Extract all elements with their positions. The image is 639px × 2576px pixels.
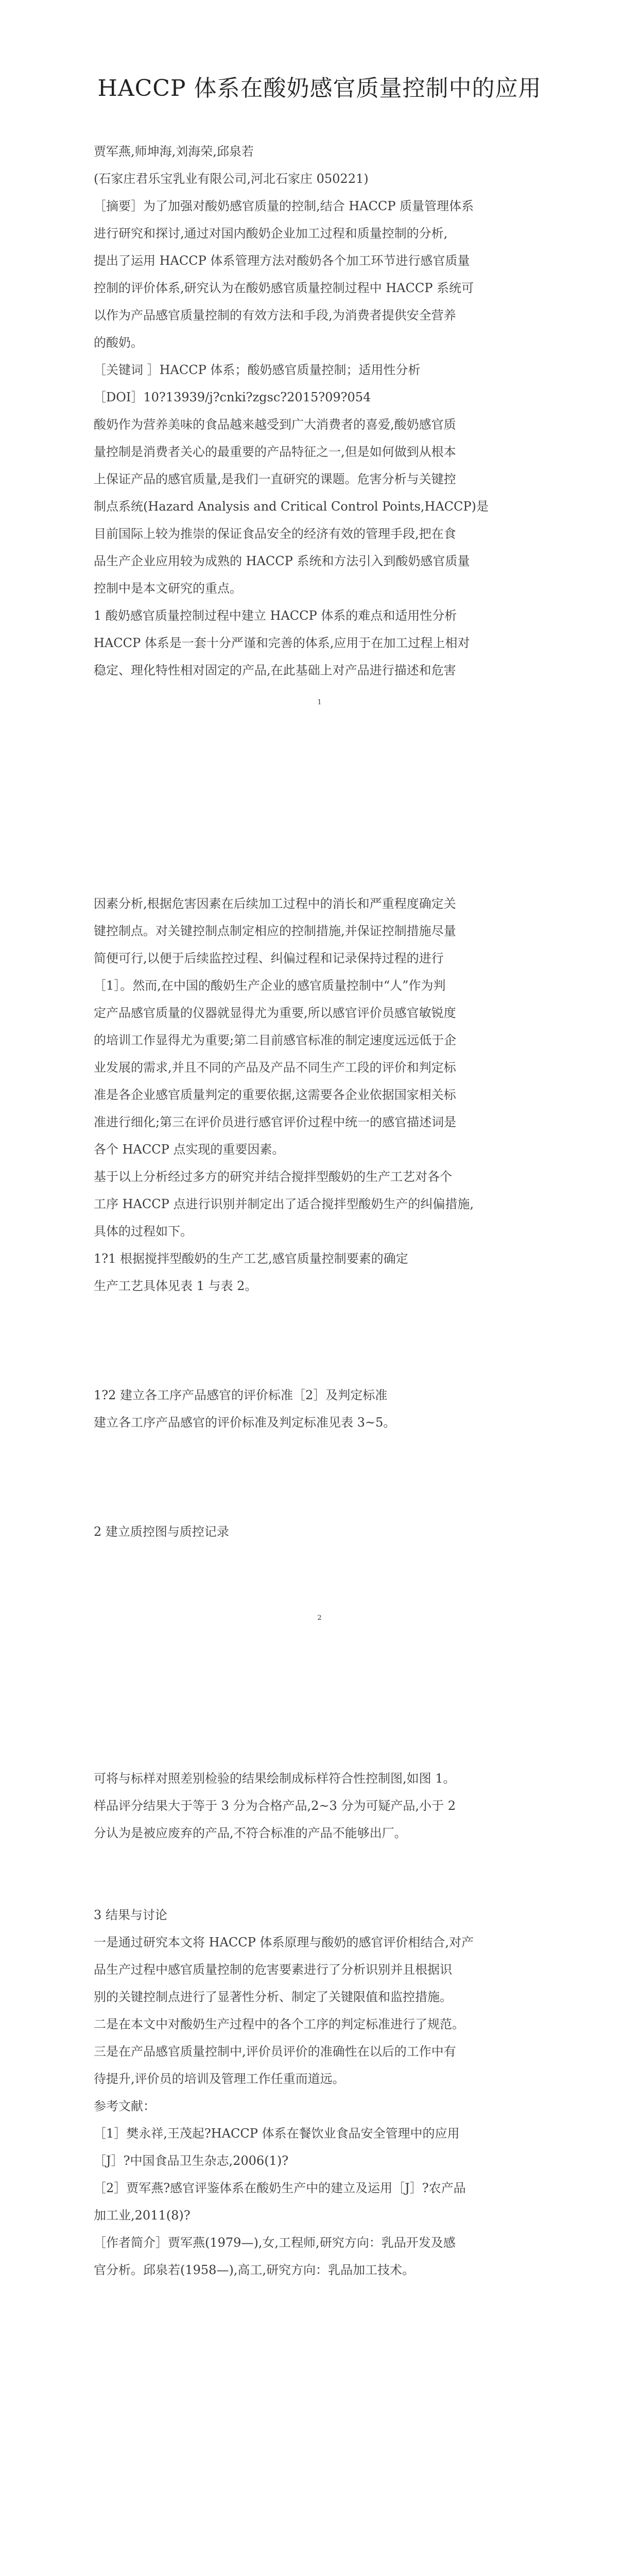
abstract-line: ［摘要］为了加强对酸奶感官质量的控制,结合 HACCP 质量管理体系: [94, 199, 474, 213]
reference-item: [94, 2175, 547, 2229]
text-line: 具体的过程如下。: [94, 1224, 193, 1239]
section-3-heading: 3 结果与讨论: [94, 1908, 167, 1922]
section-2-heading: 2 建立质控图与质控记录: [94, 1524, 229, 1539]
author-bio: [94, 2229, 547, 2284]
text-line: 加工业,2011(8)?: [94, 2208, 191, 2223]
abstract-line: 以作为产品感官质量控制的有效方法和手段,为消费者提供安全营养: [94, 308, 456, 323]
paper-title: HACCP 体系在酸奶感官质量控制中的应用: [97, 75, 542, 101]
text-line: ［1］樊永祥,王茂起?HACCP 体系在餐饮业食品安全管理中的应用: [94, 2126, 460, 2141]
section-1-paragraph: [94, 1163, 547, 1245]
subsection-1-1-body: 生产工艺具体见表 1 与表 2。: [94, 1279, 257, 1293]
text-line: HACCP 体系是一套十分严谨和完善的体系,应用于在加工过程上相对: [94, 636, 470, 650]
text-line: 分认为是被应废弃的产品,不符合标准的产品不能够出厂。: [94, 1826, 407, 1840]
intro-paragraph: [94, 411, 547, 602]
text-line: 酸奶作为营养美味的食品越来越受到广大消费者的喜爱,酸奶感官质: [94, 417, 456, 432]
text-line: 品生产过程中感官质量控制的危害要素进行了分析识别并且根据识: [94, 1962, 452, 1977]
text-line: 可将与标样对照差别检验的结果绘制成标样符合性控制图,如图 1。: [94, 1771, 456, 1786]
text-line: 准进行细化;第三在评价员进行感官评价过程中统一的感官描述词是: [94, 1115, 457, 1129]
reference-item: [94, 2120, 547, 2175]
section-3-paragraph: 二是在本文中对酸奶生产过程中的各个工序的判定标准进行了规范。: [94, 2017, 464, 2031]
subsection-1-1-heading: 1?1 根据搅拌型酸奶的生产工艺,感官质量控制要素的确定: [94, 1251, 408, 1266]
text-line: 键控制点。对关键控制点制定相应的控制措施,并保证控制措施尽量: [94, 924, 456, 938]
text-line: 官分析。邱泉若(1958—),高工,研究方向：乳品加工技术。: [94, 2263, 415, 2277]
subsection-1-2-heading: 1?2 建立各工序产品感官的评价标准［2］及判定标准: [94, 1388, 388, 1402]
text-line: ［2］贾军燕?感官评鉴体系在酸奶生产中的建立及运用［J］?农产品: [94, 2181, 466, 2195]
text-line: 别的关键控制点进行了显著性分析、制定了关键限值和监控措施。: [94, 1990, 452, 2004]
text-line: 各个 HACCP 点实现的重要因素。: [94, 1142, 285, 1157]
text-line: 待提升,评价员的培训及管理工作任重而道远。: [94, 2072, 345, 2086]
abstract-line: 控制的评价体系,研究认为在酸奶感官质量控制过程中 HACCP 系统可: [94, 281, 474, 295]
text-line: 制点系统(Hazard Analysis and Critical Control Points,HACCP)是: [94, 499, 489, 514]
authors: 贾军燕,师坤海,刘海荣,邱泉若: [94, 144, 254, 159]
text-line: 的培训工作显得尤为重要;第二目前感官标准的制定速度远远低于企: [94, 1033, 457, 1047]
section-1-paragraph: [94, 630, 547, 684]
text-line: 量控制是消费者关心的最重要的产品特征之一,但是如何做到从根本: [94, 445, 456, 459]
section-2-paragraph: [94, 1765, 547, 1847]
references-heading: 参考文献：: [94, 2099, 156, 2113]
text-line: 简便可行,以便于后续监控过程、纠偏过程和记录保持过程的进行: [94, 951, 444, 965]
text-line: 样品评分结果大于等于 3 分为合格产品,2~3 分为可疑产品,小于 2: [94, 1799, 456, 1813]
text-line: 一是通过研究本文将 HACCP 体系原理与酸奶的感官评价相结合,对产: [94, 1935, 474, 1950]
text-line: ［作者简介］贾军燕(1979—),女,工程师,研究方向：乳品开发及感: [94, 2235, 456, 2250]
text-line: 因素分析,根据危害因素在后续加工过程中的消长和严重程度确定关: [94, 896, 456, 911]
abstract: [94, 193, 547, 357]
abstract-line: 提出了运用 HACCP 体系管理方法对酸奶各个加工环节进行感官质量: [94, 253, 470, 268]
page-number: 2: [317, 1614, 322, 1622]
page-number: 1: [317, 699, 322, 706]
text-line: ［1］。然而,在中国的酸奶生产企业的感官质量控制中“人”作为判: [94, 978, 446, 993]
abstract-line: 进行研究和探讨,通过对国内酸奶企业加工过程和质量控制的分析,: [94, 226, 448, 241]
subsection-1-2-body: 建立各工序产品感官的评价标准及判定标准见表 3~5。: [94, 1415, 396, 1430]
text-line: 上保证产品的感官质量,是我们一直研究的课题。危害分析与关键控: [94, 472, 456, 486]
text-line: 品生产企业应用较为成熟的 HACCP 系统和方法引入到酸奶感官质量: [94, 554, 470, 568]
text-line: 三是在产品感官质量控制中,评价员评价的准确性在以后的工作中有: [94, 2044, 456, 2059]
section-3-paragraph: [94, 2038, 547, 2093]
text-line: 控制中是本文研究的重点。: [94, 581, 242, 596]
doi: ［DOI］10?13939/j?cnki?zgsc?2015?09?054: [94, 390, 371, 404]
keywords: ［关键词 ］HACCP 体系；酸奶感官质量控制；适用性分析: [94, 363, 421, 377]
affiliation: (石家庄君乐宝乳业有限公司,河北石家庄 050221): [94, 172, 369, 186]
text-line: 工序 HACCP 点进行识别并制定出了适合搅拌型酸奶生产的纠偏措施,: [94, 1197, 474, 1211]
section-3-paragraph: [94, 1929, 547, 2011]
text-line: 业发展的需求,并且不同的产品及产品不同生产工段的评价和判定标: [94, 1060, 456, 1075]
abstract-line: 的酸奶。: [94, 335, 143, 350]
text-line: 基于以上分析经过多方的研究并结合搅拌型酸奶的生产工艺对各个: [94, 1170, 452, 1184]
text-line: 目前国际上较为推崇的保证食品安全的经济有效的管理手段,把在食: [94, 527, 456, 541]
text-line: ［J］?中国食品卫生杂志,2006(1)?: [94, 2154, 289, 2168]
text-line: 准是各企业感官质量判定的重要依据,这需要各企业依据国家相关标: [94, 1088, 456, 1102]
section-1-heading: 1 酸奶感官质量控制过程中建立 HACCP 体系的难点和适用性分析: [94, 608, 457, 623]
section-1-paragraph: [94, 890, 547, 1163]
text-line: 稳定、理化特性相对固定的产品,在此基础上对产品进行描述和危害: [94, 663, 456, 677]
text-line: 定产品感官质量的仪器就显得尤为重要,所以感官评价员感官敏锐度: [94, 1006, 456, 1020]
